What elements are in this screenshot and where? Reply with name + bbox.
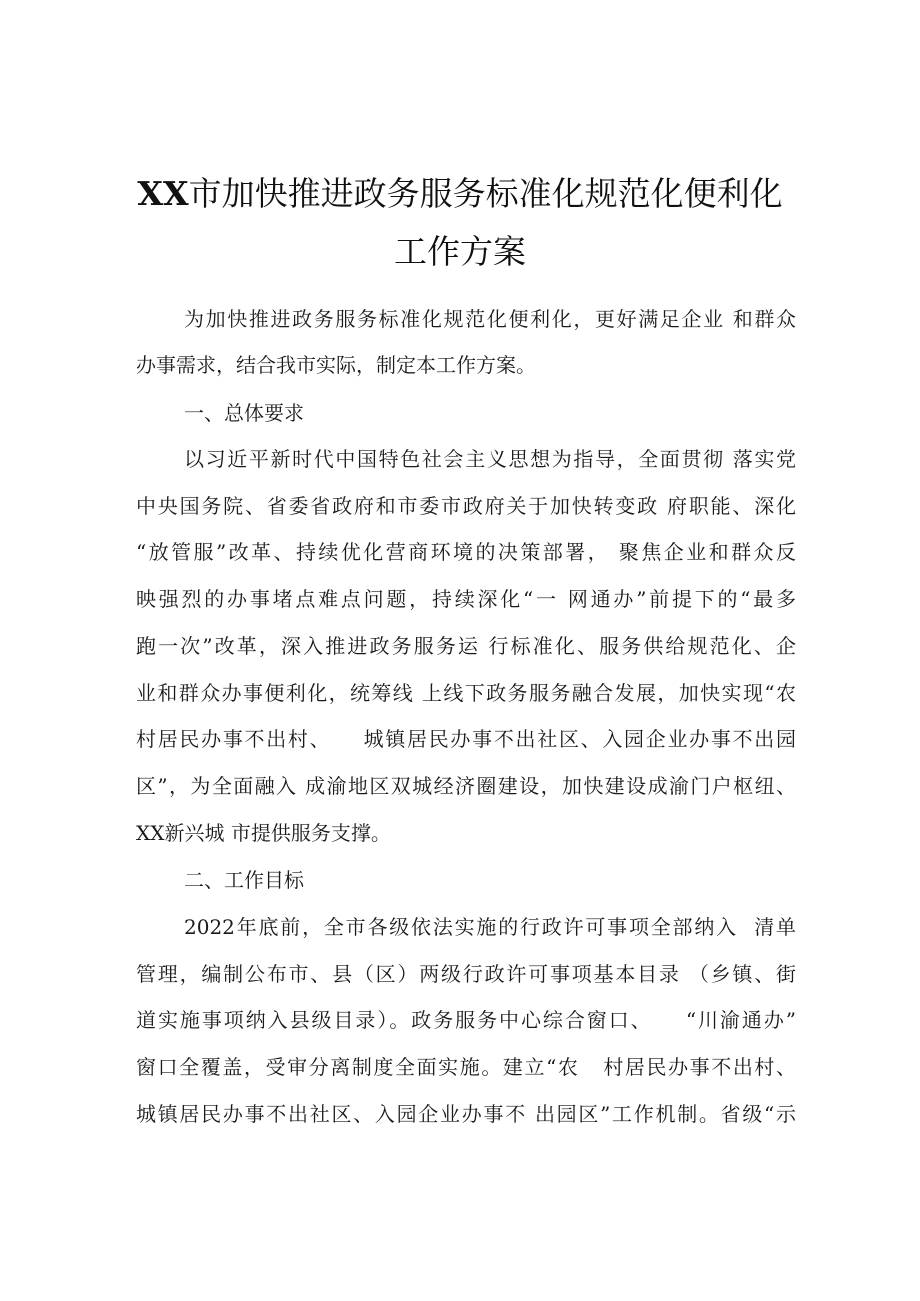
body-line: 窗口全覆盖，受审分离制度全面实施。建立“农 村居民办事不出村、 xyxy=(136,1055,796,1079)
body-line: 以习近平新时代中国特色社会主义思想为指导，全面贯彻 落实党 xyxy=(184,447,796,471)
body-line: 业和群众办事便利化，统筹线 上线下政务服务融合发展，加快实现“农 xyxy=(136,681,796,705)
body-line: 2022年底前，全市各级依法实施的行政许可事项全部纳入 清单 xyxy=(184,915,796,939)
body-line: 为加快推进政务服务标准化规范化便利化，更好满足企业 和群众 xyxy=(184,307,796,331)
document-title-line-2: 工作方案 xyxy=(394,232,526,271)
body-line: 映强烈的办事堵点难点问题，持续深化“一 网通办”前提下的“最多 xyxy=(136,587,796,611)
body-line: 跑一次”改革，深入推进政务服务运 行标准化、服务供给规范化、企 xyxy=(136,634,796,658)
body-line: 办事需求，结合我市实际，制定本工作方案。 xyxy=(136,353,536,377)
body-line: 中央国务院、省委省政府和市委市政府关于加快转变政 府职能、深化 xyxy=(136,494,796,518)
body-line: 管理，编制公布市、县（区）两级行政许可事项基本目录 （乡镇、街 xyxy=(136,962,796,986)
body-line: 区”，为全面融入 成渝地区双城经济圈建设，加快建设成渝门户枢纽、 xyxy=(136,774,796,798)
body-line: 城镇居民办事不出社区、入园企业办事不 出园区”工作机制。省级“示 xyxy=(136,1102,796,1126)
body-line: XX新兴城 市提供服务支撑。 xyxy=(136,821,391,845)
section-heading-general-requirements: 一、总体要求 xyxy=(184,401,304,425)
document-title-line-1 xyxy=(100,174,820,214)
title-text: 市加快推进政务服务标准化规范化便利化 xyxy=(188,174,783,213)
section-heading-work-goals: 二、工作目标 xyxy=(184,868,304,892)
body-line: 村居民办事不出村、 城镇居民办事不出社区、入园企业办事不出园 xyxy=(136,727,796,751)
body-line: 道实施事项纳入县级目录）。政务服务中心综合窗口、 “川渝通办” xyxy=(136,1008,796,1032)
title-prefix: XX xyxy=(137,174,189,213)
body-line: “放管服”改革、持续优化营商环境的决策部署， 聚焦企业和群众反 xyxy=(136,540,796,564)
